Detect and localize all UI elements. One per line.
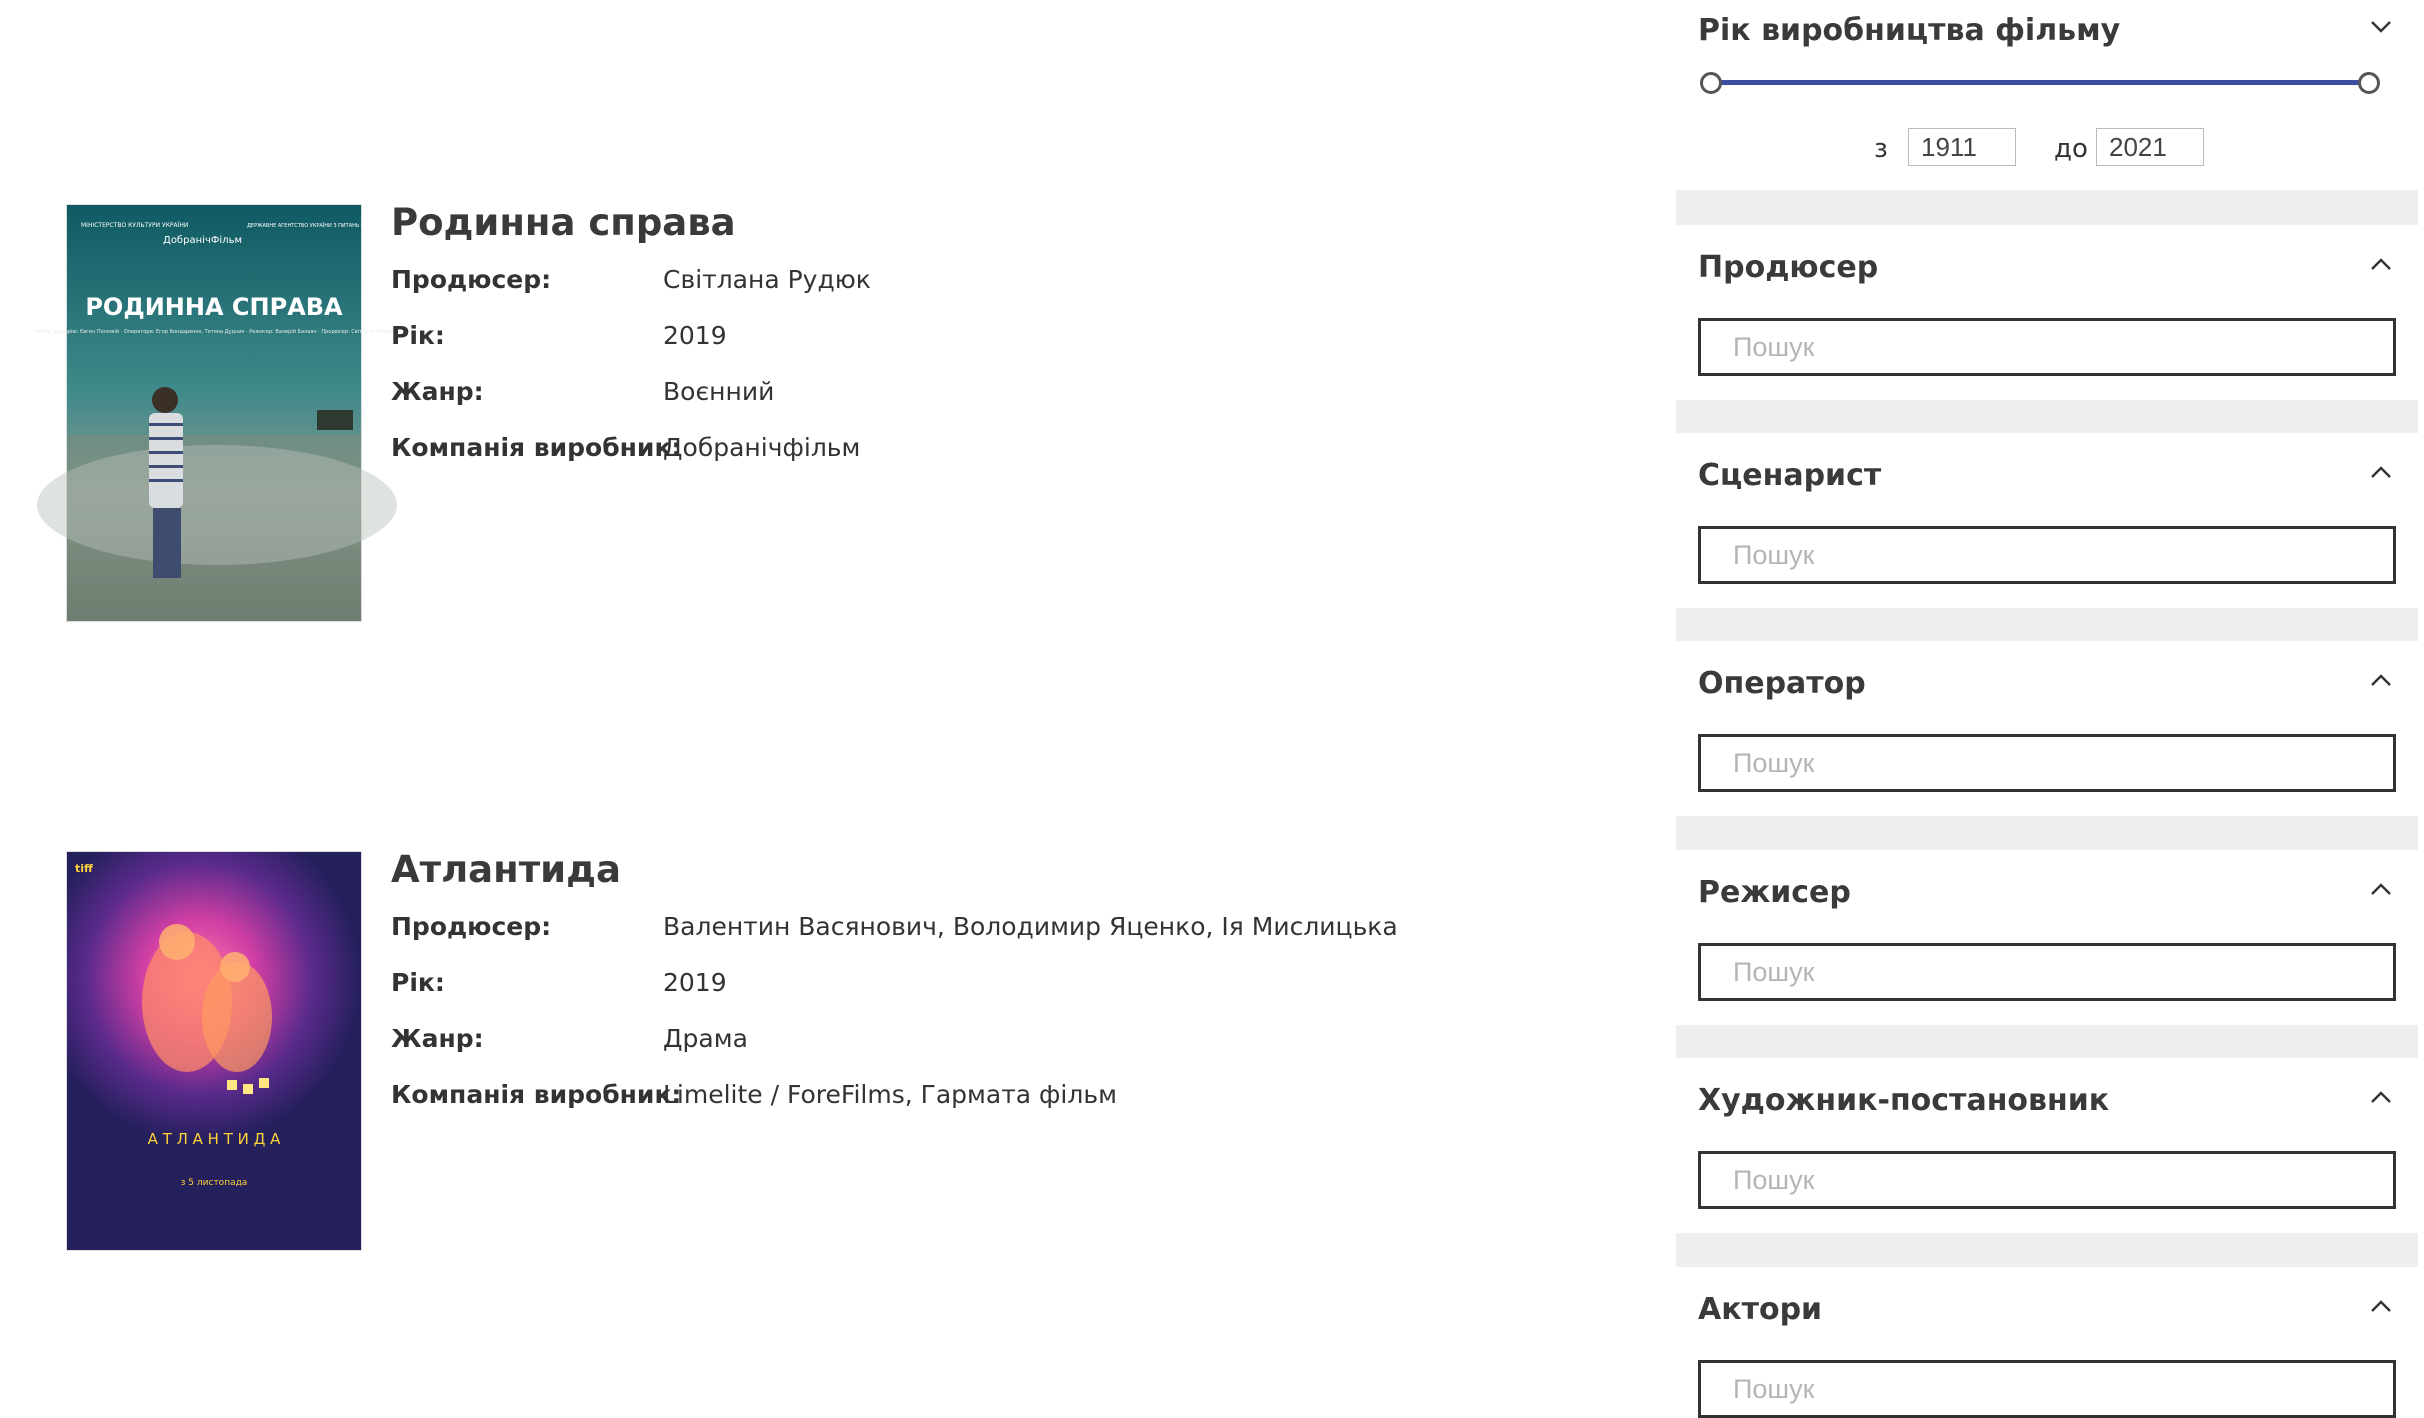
field-value: Добранічфільм bbox=[663, 433, 861, 462]
poster-headline: РОДИННА СПРАВА bbox=[85, 293, 343, 321]
chevron-down-icon[interactable] bbox=[2370, 20, 2392, 34]
year-from-input[interactable] bbox=[1908, 128, 2016, 166]
field-label: Компанія виробник: bbox=[391, 433, 682, 462]
filter-screenwriter bbox=[1676, 433, 2418, 608]
film-title[interactable]: Атлантида bbox=[391, 848, 621, 891]
field-label: Рік: bbox=[391, 968, 445, 997]
director-search-input[interactable] bbox=[1698, 943, 2396, 1001]
filter-sidebar bbox=[1676, 0, 2418, 1378]
poster-studio: ДобранічФільм bbox=[163, 235, 243, 246]
filter-year bbox=[1676, 0, 2418, 190]
filter-cinematographer bbox=[1676, 641, 2418, 816]
filter-title[interactable]: Продюсер bbox=[1698, 250, 1879, 285]
field-label: Компанія виробник: bbox=[391, 1080, 682, 1109]
filter-title[interactable]: Актори bbox=[1698, 1292, 1823, 1327]
filter-production-designer bbox=[1676, 1058, 2418, 1233]
slider-handle-max[interactable] bbox=[2358, 72, 2380, 94]
film-poster[interactable] bbox=[66, 851, 362, 1251]
poster-headline: А Т Л А Н Т И Д А bbox=[147, 1130, 281, 1148]
chevron-up-icon[interactable] bbox=[2370, 1299, 2392, 1313]
screenwriter-search-input[interactable] bbox=[1698, 526, 2396, 584]
producer-search-input[interactable] bbox=[1698, 318, 2396, 376]
production-designer-search-input[interactable] bbox=[1698, 1151, 2396, 1209]
field-value: Світлана Рудюк bbox=[663, 265, 871, 294]
poster-agency: ДЕРЖАВНЕ АГЕНТСТВО УКРАЇНИ З ПИТАНЬ КІНО bbox=[247, 223, 374, 229]
filter-producer bbox=[1676, 225, 2418, 400]
poster-badge: tiff bbox=[75, 862, 93, 875]
year-range-slider[interactable] bbox=[1700, 72, 2380, 94]
chevron-up-icon[interactable] bbox=[2370, 257, 2392, 271]
field-label: Жанр: bbox=[391, 377, 484, 406]
chevron-up-icon[interactable] bbox=[2370, 673, 2392, 687]
poster-top-text: МІНІСТЕРСТВО КУЛЬТУРИ УКРАЇНИ bbox=[81, 222, 189, 229]
chevron-up-icon[interactable] bbox=[2370, 465, 2392, 479]
field-value: 2019 bbox=[663, 321, 727, 350]
field-value: Драма bbox=[663, 1024, 748, 1053]
chevron-up-icon[interactable] bbox=[2370, 1090, 2392, 1104]
slider-track bbox=[1710, 80, 2370, 85]
poster-credits: Автор сценарію: Євген Положій · Оператори: Егор Бондаренко, Тетяна Дудник · Режисер: Валерій Балаян · Продюсер: Світлана Рудюк bbox=[35, 329, 393, 335]
filter-title[interactable]: Сценарист bbox=[1698, 458, 1882, 493]
film-poster[interactable] bbox=[35, 204, 393, 622]
year-from-label: з bbox=[1874, 134, 1888, 164]
filter-title[interactable]: Оператор bbox=[1698, 666, 1866, 701]
filter-title[interactable]: Режисер bbox=[1698, 875, 1851, 910]
field-value: 2019 bbox=[663, 968, 727, 997]
field-value: Валентин Васянович, Володимир Яценко, Ія Мислицька bbox=[663, 912, 1398, 941]
field-label: Продюсер: bbox=[391, 912, 552, 941]
filter-title[interactable]: Рік виробництва фільму bbox=[1698, 13, 2121, 48]
poster-image bbox=[67, 852, 361, 1250]
film-title[interactable]: Родинна справа bbox=[391, 201, 736, 244]
year-to-label: до bbox=[2054, 134, 2088, 164]
filter-director bbox=[1676, 850, 2418, 1025]
year-to-input[interactable] bbox=[2096, 128, 2204, 166]
field-label: Жанр: bbox=[391, 1024, 484, 1053]
slider-handle-min[interactable] bbox=[1700, 72, 1722, 94]
actors-search-input[interactable] bbox=[1698, 1360, 2396, 1418]
field-label: Рік: bbox=[391, 321, 445, 350]
poster-image bbox=[35, 205, 393, 621]
filter-title[interactable]: Художник-постановник bbox=[1698, 1083, 2110, 1118]
chevron-up-icon[interactable] bbox=[2370, 882, 2392, 896]
filter-actors bbox=[1676, 1267, 2418, 1378]
field-label: Продюсер: bbox=[391, 265, 552, 294]
field-value: Limelite / ForeFilms, Гармата фільм bbox=[663, 1080, 1117, 1109]
poster-subline: з 5 листопада bbox=[180, 1178, 248, 1188]
field-value: Воєнний bbox=[663, 377, 775, 406]
cinematographer-search-input[interactable] bbox=[1698, 734, 2396, 792]
